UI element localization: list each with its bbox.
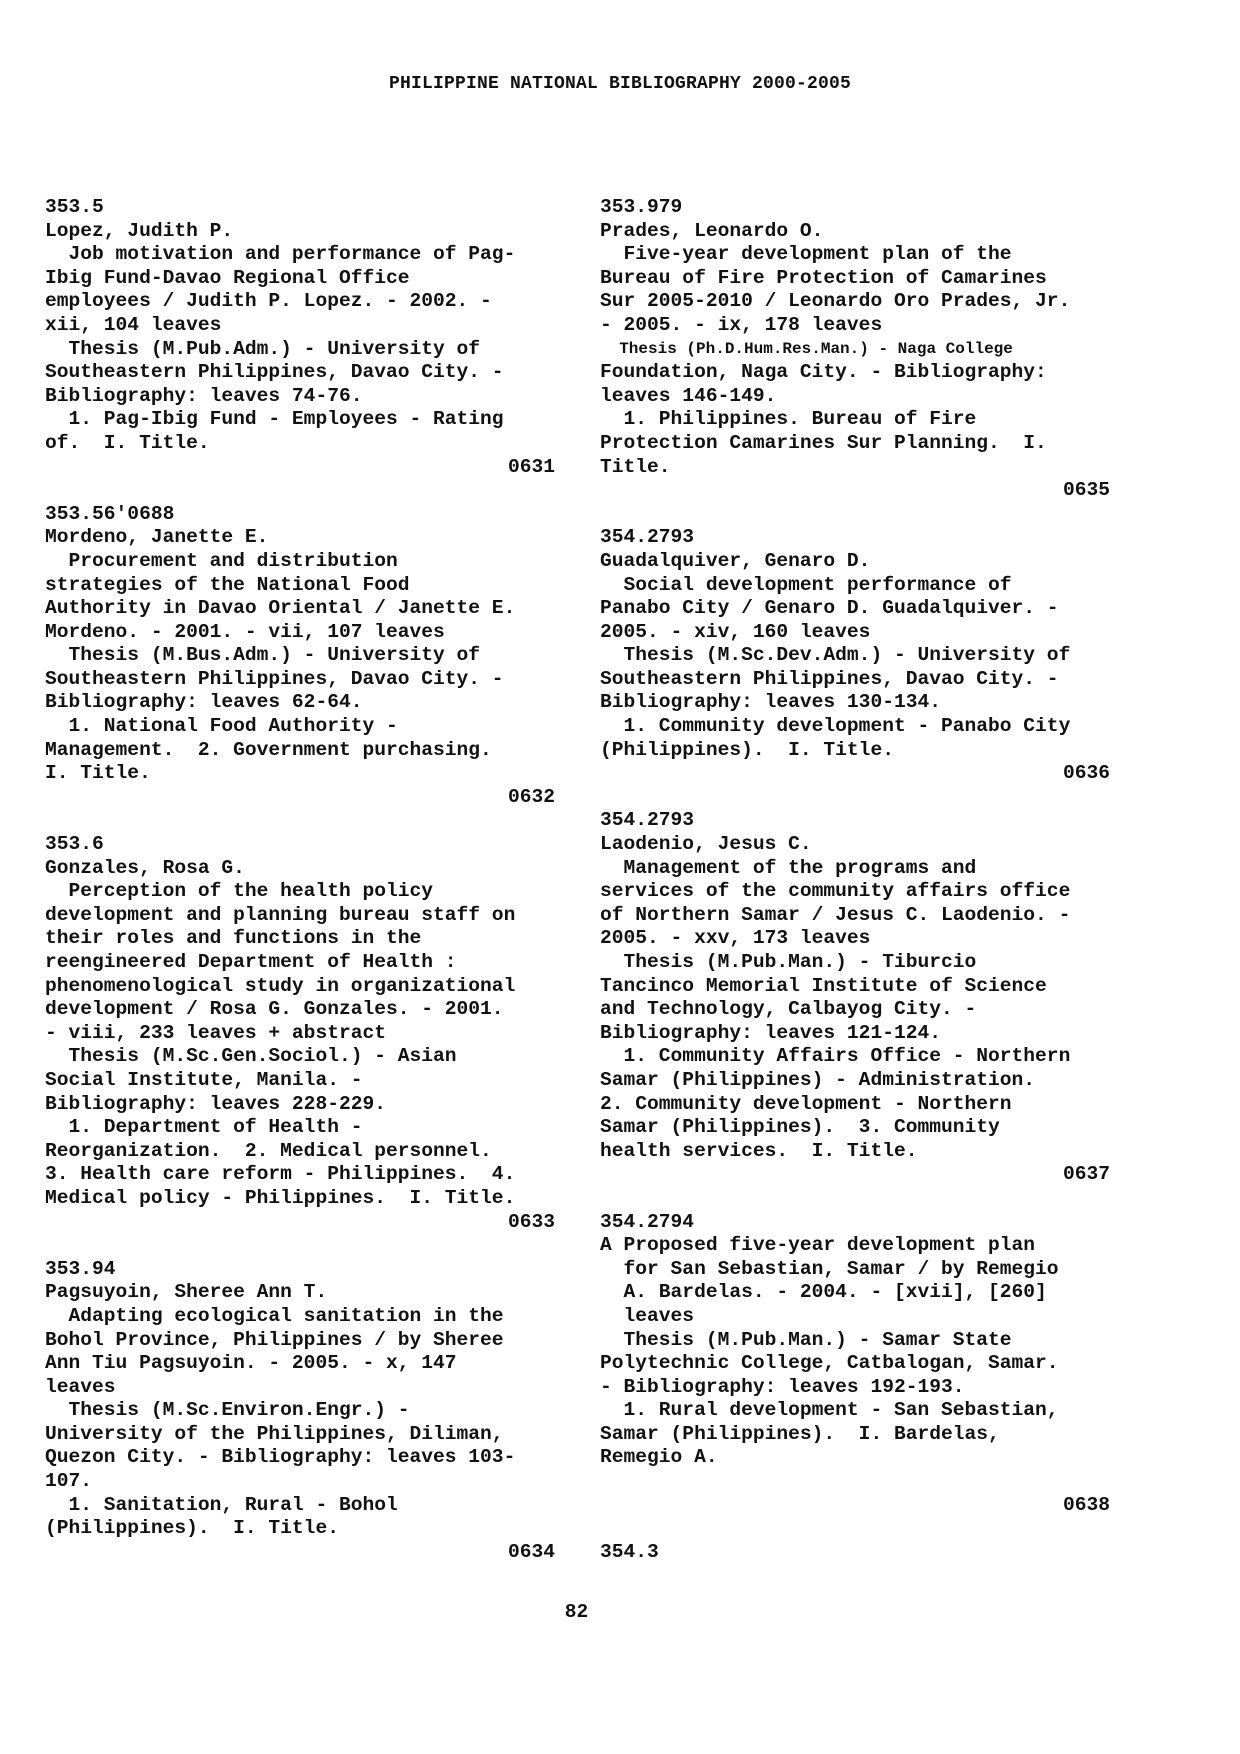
left-column-line: 0632: [507, 785, 555, 808]
right-column-line: 354.2793: [600, 809, 695, 832]
right-column-line: 1. Community development - Panabo City: [600, 715, 1071, 738]
right-column-line: Samar (Philippines). 3. Community: [600, 1116, 1000, 1139]
right-column: [600, 196, 1110, 1564]
right-column-line: [600, 1187, 1110, 1211]
left-column-line: Pagsuyoin, Sheree Ann T.: [45, 1281, 328, 1304]
left-column-line: Thesis (M.Bus.Adm.) - University of: [45, 644, 481, 667]
right-column-line: [600, 503, 1110, 527]
left-column-line: Ann Tiu Pagsuyoin. - 2005. - x, 147: [45, 1352, 457, 1375]
left-column-line: 353.94: [45, 1257, 116, 1280]
right-column-line: 353.979: [600, 196, 683, 218]
right-column-line: A Proposed five-year development plan: [600, 1234, 1036, 1257]
right-column-line: health services. I. Title.: [600, 1139, 918, 1162]
right-column-line: Thesis (M.Pub.Man.) - Samar State: [600, 1328, 1012, 1351]
right-column-line: Title.: [600, 455, 671, 478]
left-column-line: 1. National Food Authority -: [45, 715, 398, 738]
right-column-line: 354.3: [600, 1540, 659, 1563]
left-column-line: Reorganization. 2. Medical personnel.: [45, 1139, 492, 1162]
left-column-line: 0631: [507, 455, 555, 478]
right-column-line: 354.2793: [600, 526, 695, 549]
left-column-line: 1. Pag-Ibig Fund - Employees - Rating: [45, 408, 504, 431]
left-column-line: Southeastern Philippines, Davao City. -: [45, 361, 504, 384]
left-column-line: 1. Department of Health -: [45, 1116, 363, 1139]
left-column-line: Gonzales, Rosa G.: [45, 856, 245, 879]
right-column-line: [600, 1470, 1110, 1494]
left-column-line: reengineered Department of Health :: [45, 951, 457, 973]
right-column-line: Samar (Philippines) - Administration.: [600, 1068, 1036, 1091]
right-column-line: [600, 786, 1110, 810]
right-column-line: for San Sebastian, Samar / by Remegio: [600, 1257, 1059, 1280]
left-column-line: - viii, 233 leaves + abstract: [45, 1021, 386, 1044]
left-column-line: [45, 809, 555, 833]
left-column-line: (Philippines). I. Title.: [45, 1517, 339, 1540]
left-column-line: leaves: [45, 1375, 116, 1398]
left-column-line: Bibliography: leaves 228-229.: [45, 1092, 386, 1115]
right-column-line: - Bibliography: leaves 192-193.: [600, 1375, 965, 1398]
left-column-line: Ibig Fund-Davao Regional Office: [45, 266, 410, 289]
right-column-line: Guadalquiver, Genaro D.: [600, 549, 871, 572]
left-column-line: Medical policy - Philippines. I. Title.: [45, 1186, 516, 1209]
right-column-line: 0637: [1062, 1163, 1110, 1186]
right-column-line: 0636: [1062, 762, 1110, 785]
left-column-line: 353.6: [45, 833, 104, 856]
left-column-line: 3. Health care reform - Philippines. 4.: [45, 1163, 516, 1186]
right-column-line: Thesis (M.Sc.Dev.Adm.) - University of: [600, 644, 1071, 667]
right-column-line: of Northern Samar / Jesus C. Laodenio. -: [600, 903, 1071, 926]
left-column-line: their roles and functions in the: [45, 927, 422, 950]
right-column-line: 0635: [1062, 479, 1110, 502]
left-column-line: [45, 479, 555, 503]
right-column-line: Polytechnic College, Catbalogan, Samar.: [600, 1352, 1059, 1375]
left-column-line: xii, 104 leaves: [45, 313, 222, 336]
right-column-line: Bibliography: leaves 121-124.: [600, 1021, 941, 1044]
right-column-line: services of the community affairs office: [600, 880, 1071, 903]
left-column-line: University of the Philippines, Diliman,: [45, 1422, 504, 1445]
right-column-line: Bureau of Fire Protection of Camarines: [600, 266, 1047, 289]
left-column-line: employees / Judith P. Lopez. - 2002. -: [45, 290, 492, 313]
left-column-line: Job motivation and performance of Pag-: [45, 243, 516, 266]
left-column-line: Social Institute, Manila. -: [45, 1068, 363, 1091]
right-column-line: Foundation, Naga City. - Bibliography:: [600, 361, 1047, 384]
right-column-line: 1. Philippines. Bureau of Fire: [600, 408, 977, 431]
left-column-line: Thesis (M.Sc.Gen.Sociol.) - Asian: [45, 1045, 457, 1068]
left-column-line: Bohol Province, Philippines / by Sheree: [45, 1328, 504, 1351]
left-column-line: Adapting ecological sanitation in the: [45, 1304, 504, 1327]
left-column-line: 0633: [507, 1210, 555, 1233]
left-column-line: Bibliography: leaves 74-76.: [45, 384, 363, 407]
right-column-line: 354.2794: [600, 1210, 695, 1233]
right-column-line: and Technology, Calbayog City. -: [600, 998, 977, 1021]
left-column-line: Perception of the health policy: [45, 880, 434, 903]
left-column-line: Thesis (M.Pub.Adm.) - University of: [45, 337, 481, 360]
left-column-line: Lopez, Judith P.: [45, 219, 234, 242]
page-number: 82: [564, 1601, 589, 1623]
right-column-line: Remegio A.: [600, 1446, 718, 1469]
right-column-line: [600, 1517, 1110, 1541]
left-column-line: Mordeno. - 2001. - vii, 107 leaves: [45, 620, 445, 643]
left-column-line: 107.: [45, 1470, 93, 1493]
right-column-line: 2005. - xxv, 173 leaves: [600, 927, 871, 950]
right-column-line: 0638: [1062, 1493, 1110, 1516]
left-column-line: Southeastern Philippines, Davao City. -: [45, 667, 504, 690]
right-column-line: leaves 146-149.: [600, 384, 777, 407]
left-column-line: phenomenological study in organizational: [45, 974, 516, 997]
left-column-line: Procurement and distribution: [45, 549, 398, 572]
right-column-line: Laodenio, Jesus C.: [600, 833, 812, 856]
right-column-line: 1. Rural development - San Sebastian,: [600, 1399, 1059, 1422]
left-column-line: Thesis (M.Sc.Environ.Engr.) -: [45, 1399, 410, 1422]
left-column-line: 0634: [507, 1540, 555, 1563]
right-column-line: A. Bardelas. - 2004. - [xvii], [260]: [600, 1281, 1047, 1304]
right-column-line: Management of the programs and: [600, 856, 977, 879]
left-column-line: [45, 1234, 555, 1258]
right-column-line: Tancinco Memorial Institute of Science: [600, 974, 1047, 997]
left-column-line: development / Rosa G. Gonzales. - 2001.: [45, 998, 504, 1021]
right-column-line: Samar (Philippines). I. Bardelas,: [600, 1422, 1000, 1445]
left-column-line: I. Title.: [45, 762, 151, 785]
left-column-line: strategies of the National Food: [45, 573, 410, 596]
right-column-line: Bibliography: leaves 130-134.: [600, 691, 941, 714]
left-column-line: Management. 2. Government purchasing.: [45, 738, 492, 761]
right-column-line: Five-year development plan of the: [600, 243, 1012, 266]
right-column-line: Thesis (Ph.D.Hum.Res.Man.) - Naga College: [600, 339, 1013, 358]
right-column-line: Social development performance of: [600, 573, 1012, 596]
left-column-line: of. I. Title.: [45, 431, 210, 454]
left-column-line: Quezon City. - Bibliography: leaves 103-: [45, 1446, 516, 1469]
right-column-line: Southeastern Philippines, Davao City. -: [600, 667, 1059, 690]
right-column-line: Sur 2005-2010 / Leonardo Oro Prades, Jr.: [600, 290, 1071, 313]
right-column-line: Panabo City / Genaro D. Guadalquiver. -: [600, 597, 1059, 620]
right-column-line: 2005. - xiv, 160 leaves: [600, 620, 871, 643]
right-column-line: - 2005. - ix, 178 leaves: [600, 313, 883, 336]
right-column-line: leaves: [600, 1304, 695, 1327]
left-column-line: 1. Sanitation, Rural - Bohol: [45, 1493, 398, 1516]
right-column-line: (Philippines). I. Title.: [600, 738, 894, 761]
page-header: PHILIPPINE NATIONAL BIBLIOGRAPHY 2000-2005: [388, 74, 852, 94]
left-column-line: Authority in Davao Oriental / Janette E.: [45, 597, 516, 620]
right-column-line: Protection Camarines Sur Planning. I.: [600, 431, 1047, 454]
left-column: [45, 196, 555, 1564]
left-column-line: development and planning bureau staff on: [45, 903, 516, 926]
left-column-line: Bibliography: leaves 62-64.: [45, 691, 363, 714]
right-column-line: 2. Community development - Northern: [600, 1092, 1012, 1115]
left-column-line: 353.56'0688: [45, 502, 175, 525]
right-column-line: 1. Community Affairs Office - Northern: [600, 1045, 1071, 1068]
left-column-line: Mordeno, Janette E.: [45, 526, 269, 549]
left-column-line: 353.5: [45, 196, 104, 218]
right-column-line: Prades, Leonardo O.: [600, 219, 824, 242]
right-column-line: Thesis (M.Pub.Man.) - Tiburcio: [600, 951, 977, 973]
